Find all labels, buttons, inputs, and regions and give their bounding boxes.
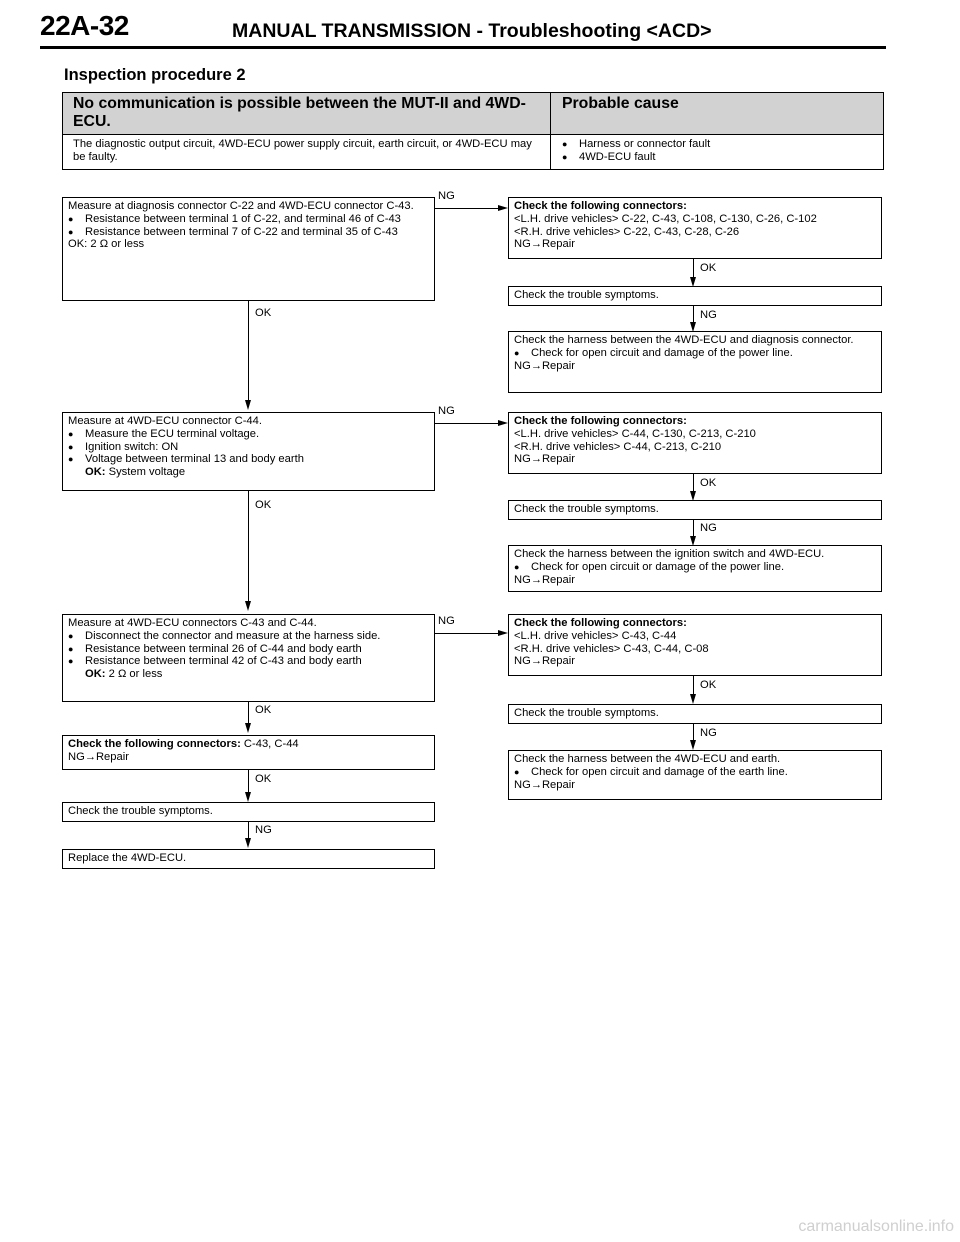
step3-symptoms-box: Check the trouble symptoms. — [508, 704, 882, 724]
step3-box — [62, 614, 435, 702]
ng-label: NG — [438, 615, 455, 627]
ok-label: OK — [700, 477, 717, 489]
ok-label: OK — [700, 262, 717, 274]
step2-harness-repair: NG→Repair — [514, 573, 575, 586]
section-title: Inspection procedure 2 — [64, 66, 246, 84]
watermark: carmanualsonline.info — [798, 1218, 954, 1235]
step2-harness-title: Check the harness between the ignition switch and 4WD-ECU. — [514, 548, 825, 560]
step2-ok-value: System voltage — [108, 466, 186, 479]
symptom-heading: No communication is possible between the MUT-II and 4WD-ECU. — [73, 95, 526, 130]
cause-heading: Probable cause — [562, 95, 679, 112]
step2-ok-label: OK: — [85, 466, 106, 479]
page-number: 22A-32 — [40, 10, 129, 41]
step1-harness-box — [508, 331, 882, 393]
summary-divider — [550, 93, 551, 169]
ng-line — [435, 208, 500, 209]
arrow-down-icon — [690, 694, 696, 704]
flow-line — [248, 702, 249, 725]
step1-ng-heading: Check the following connectors: — [514, 200, 687, 212]
step2-ng-line: <L.H. drive vehicles> C-44, C-130, C-213, C-210 — [514, 427, 756, 440]
arrow-down-icon — [245, 723, 251, 733]
cause-item: ● 4WD-ECU fault — [562, 151, 710, 164]
ok-label: OK — [700, 679, 717, 691]
step3-ng-heading: Check the following connectors: — [514, 617, 687, 629]
ng-line — [435, 633, 500, 634]
step3-item: ● Resistance between terminal 26 of C-44 and body earth — [68, 643, 429, 656]
arrow-down-icon — [245, 792, 251, 802]
step1-harness-repair: NG→Repair — [514, 359, 575, 372]
ng-label: NG — [255, 824, 272, 836]
ok-label: OK — [255, 704, 272, 716]
ok-label: OK — [255, 307, 272, 319]
flow-line — [693, 259, 694, 279]
step2-item: ● Voltage between terminal 13 and body earth — [68, 453, 429, 466]
step2-harness-item: ● Check for open circuit or damage of the power line. — [514, 561, 876, 574]
flow-line — [248, 770, 249, 793]
cause-item: ● Harness or connector fault — [562, 138, 710, 151]
step3-ng-repair: NG→Repair — [514, 655, 575, 668]
step3-harness-title: Check the harness between the 4WD-ECU and earth. — [514, 753, 781, 765]
step1-title: Measure at diagnosis connector C-22 and 4WD-ECU connector C-43. — [68, 200, 414, 212]
step1-ng-repair: NG→Repair — [514, 238, 575, 251]
arrow-down-icon — [245, 838, 251, 848]
step3-title: Measure at 4WD-ECU connectors C-43 and C-44. — [68, 617, 317, 629]
step1-harness-item: ● Check for open circuit and damage of the power line. — [514, 347, 876, 360]
ng-label: NG — [700, 309, 717, 321]
step2-box — [62, 412, 435, 491]
flow-line — [248, 491, 249, 602]
ng-line — [435, 423, 500, 424]
step3-harness-box — [508, 750, 882, 800]
final-step-box: Replace the 4WD-ECU. — [62, 849, 435, 869]
arrow-right-icon — [498, 205, 508, 211]
step2-item: ● Measure the ECU terminal voltage. — [68, 428, 429, 441]
arrow-down-icon — [245, 601, 251, 611]
step2-ng-box — [508, 412, 882, 474]
symptom-description: The diagnostic output circuit, 4WD-ECU power supply circuit, earth circuit, or 4WD-ECU may be faulty. — [73, 138, 532, 163]
step2-ng-heading: Check the following connectors: — [514, 415, 687, 427]
ng-label: NG — [438, 190, 455, 202]
step3-ng-box — [508, 614, 882, 676]
step1-ng-box — [508, 197, 882, 259]
step4-heading: Check the following connectors: — [68, 738, 241, 750]
ng-label: NG — [700, 522, 717, 534]
arrow-down-icon — [245, 400, 251, 410]
step1-item: ● Resistance between terminal 7 of C-22 and terminal 35 of C-43 — [68, 226, 429, 239]
step3-ng-line: <R.H. drive vehicles> C-43, C-44, C-08 — [514, 642, 709, 655]
flow-line — [693, 676, 694, 696]
step4-repair: NG→Repair — [68, 750, 129, 763]
step4-text: C-43, C-44 — [243, 738, 299, 750]
step1-harness-title: Check the harness between the 4WD-ECU and diagnosis connector. — [514, 334, 854, 346]
step1-ok: OK: 2 Ω or less — [68, 238, 145, 251]
step4-box — [62, 735, 435, 770]
arrow-down-icon — [690, 740, 696, 750]
step2-title: Measure at 4WD-ECU connector C-44. — [68, 415, 262, 427]
ng-label: NG — [438, 405, 455, 417]
ok-label: OK — [255, 773, 272, 785]
step1-ng-line: <L.H. drive vehicles> C-22, C-43, C-108, C-130, C-26, C-102 — [514, 212, 817, 225]
step4-symptoms-box: Check the trouble symptoms. — [62, 802, 435, 822]
step3-harness-repair: NG→Repair — [514, 778, 575, 791]
step3-ok-label: OK: — [85, 668, 106, 681]
step1-symptoms-box: Check the trouble symptoms. — [508, 286, 882, 306]
step2-symptoms-box: Check the trouble symptoms. — [508, 500, 882, 520]
step1-ng-line: <R.H. drive vehicles> C-22, C-43, C-28, C-26 — [514, 225, 740, 238]
flow-line — [248, 301, 249, 401]
step3-item: ● Resistance between terminal 42 of C-43 and body earth — [68, 655, 429, 668]
step3-item: ● Disconnect the connector and measure at the harness side. — [68, 630, 429, 643]
step1-box — [62, 197, 435, 301]
page-title: MANUAL TRANSMISSION - Troubleshooting <ACD> — [232, 20, 712, 42]
step2-ng-line: <R.H. drive vehicles> C-44, C-213, C-210 — [514, 440, 722, 453]
ok-label: OK — [255, 499, 272, 511]
step2-item: ● Ignition switch: ON — [68, 441, 429, 454]
step3-ok-value: 2 Ω or less — [108, 668, 163, 681]
step3-ng-line: <L.H. drive vehicles> C-43, C-44 — [514, 629, 677, 642]
arrow-right-icon — [498, 630, 508, 636]
step3-harness-item: ● Check for open circuit and damage of the earth line. — [514, 766, 876, 779]
arrow-right-icon — [498, 420, 508, 426]
step2-ng-repair: NG→Repair — [514, 453, 575, 466]
step2-harness-box — [508, 545, 882, 592]
probable-causes — [562, 138, 710, 164]
step1-item: ● Resistance between terminal 1 of C-22, and terminal 46 of C-43 — [68, 213, 429, 226]
ng-label: NG — [700, 727, 717, 739]
summary-table — [62, 92, 884, 170]
header-rule — [40, 46, 886, 49]
